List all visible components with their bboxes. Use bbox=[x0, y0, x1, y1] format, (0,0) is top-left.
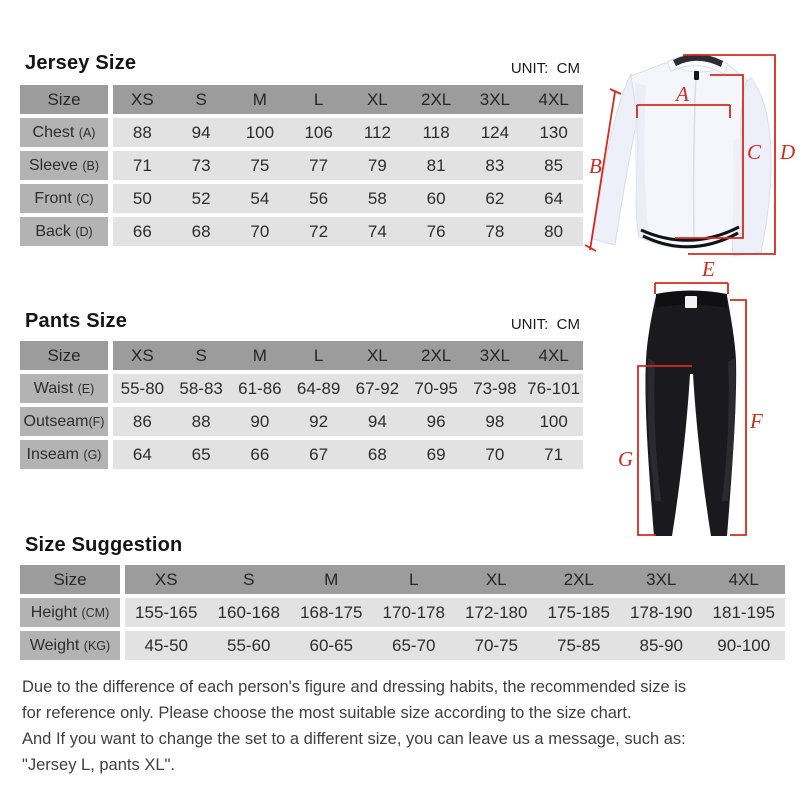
measure-label-d: D bbox=[780, 140, 796, 164]
row-label-cell: Weight (KG) bbox=[20, 631, 120, 660]
value-cell: 70-95 bbox=[414, 378, 458, 398]
header-cell: 4XL bbox=[538, 345, 569, 365]
value-cell: 76-101 bbox=[527, 378, 581, 398]
row-cells bbox=[113, 374, 583, 403]
row-label-cell: Waist (E) bbox=[20, 374, 108, 403]
header-cells bbox=[125, 565, 785, 594]
jersey-unit-label: UNIT: CM bbox=[510, 60, 580, 77]
value-cell: 67-92 bbox=[355, 378, 400, 398]
header-cell: S bbox=[195, 89, 207, 109]
value-cell: 64 bbox=[132, 444, 152, 464]
value-cell: 100 bbox=[539, 411, 568, 431]
jersey-size-table bbox=[20, 85, 583, 250]
value-cell: 76 bbox=[426, 221, 446, 241]
pants-illustration bbox=[645, 291, 736, 537]
value-cell: 68 bbox=[367, 444, 387, 464]
value-cell: 90 bbox=[250, 411, 270, 431]
pants-measurement-diagram bbox=[590, 256, 800, 548]
table-row bbox=[20, 407, 583, 436]
row-cells bbox=[113, 151, 583, 180]
value-cell: 70 bbox=[250, 221, 270, 241]
header-cell: M bbox=[252, 345, 267, 365]
pants-size-table bbox=[20, 341, 583, 473]
value-cell: 75 bbox=[250, 155, 270, 175]
value-cell: 181-195 bbox=[712, 602, 775, 622]
value-cell: 60 bbox=[426, 188, 446, 208]
value-cell: 88 bbox=[191, 411, 211, 431]
table-row bbox=[20, 184, 583, 213]
value-cell: 178-190 bbox=[630, 602, 693, 622]
value-cell: 94 bbox=[191, 122, 211, 142]
row-cells bbox=[125, 631, 785, 660]
value-cell: 85 bbox=[544, 155, 564, 175]
value-cell: 69 bbox=[426, 444, 446, 464]
header-cell: 2XL bbox=[421, 345, 452, 365]
header-cell: 3XL bbox=[479, 345, 510, 365]
row-cells bbox=[113, 184, 583, 213]
value-cell: 175-185 bbox=[547, 602, 610, 622]
header-cell: XS bbox=[154, 569, 178, 589]
size-suggestion-title: Size Suggestion bbox=[25, 534, 183, 556]
header-cell: 2XL bbox=[563, 569, 594, 589]
header-cell: M bbox=[324, 569, 339, 589]
value-cell: 72 bbox=[309, 221, 329, 241]
header-cell: 3XL bbox=[646, 569, 677, 589]
row-label-cell: Sleeve (B) bbox=[20, 151, 108, 180]
value-cell: 98 bbox=[485, 411, 505, 431]
table-header-row bbox=[20, 341, 583, 370]
value-cell: 80 bbox=[544, 221, 564, 241]
value-cell: 94 bbox=[367, 411, 387, 431]
header-size-cell: Size bbox=[20, 341, 108, 370]
row-cells bbox=[113, 217, 583, 246]
header-cell: L bbox=[409, 569, 419, 589]
header-cell: S bbox=[243, 569, 255, 589]
value-cell: 83 bbox=[485, 155, 505, 175]
header-size-cell: Size bbox=[20, 565, 120, 594]
value-cell: 58 bbox=[367, 188, 387, 208]
value-cell: 168-175 bbox=[300, 602, 363, 622]
value-cell: 118 bbox=[422, 122, 450, 142]
jersey-body bbox=[631, 62, 747, 248]
header-cell: XL bbox=[366, 89, 388, 109]
size-suggestion-table bbox=[20, 565, 785, 664]
row-cells bbox=[113, 407, 583, 436]
header-cell: L bbox=[313, 345, 324, 365]
header-cell: S bbox=[195, 345, 207, 365]
value-cell: 96 bbox=[426, 411, 446, 431]
table-header-row bbox=[20, 565, 785, 594]
value-cell: 56 bbox=[309, 188, 329, 208]
value-cell: 66 bbox=[132, 221, 152, 241]
header-cell: 3XL bbox=[479, 89, 510, 109]
value-cell: 170-178 bbox=[382, 602, 445, 622]
value-cell: 50 bbox=[132, 188, 152, 208]
header-size-cell: Size bbox=[20, 85, 108, 114]
value-cell: 81 bbox=[426, 155, 446, 175]
value-cell: 68 bbox=[191, 221, 211, 241]
value-cell: 79 bbox=[367, 155, 387, 175]
header-cell: L bbox=[313, 89, 324, 109]
header-cells bbox=[113, 341, 583, 370]
disclaimer-line: for reference only. Please choose the most suitable size according to the size chart. bbox=[22, 704, 632, 722]
row-label-cell: Front (C) bbox=[20, 184, 108, 213]
row-label-cell: Height (CM) bbox=[20, 598, 120, 627]
value-cell: 73 bbox=[191, 155, 211, 175]
disclaimer-line: And If you want to change the set to a different size, you can leave us a message, such as: bbox=[22, 730, 686, 748]
header-cell: 4XL bbox=[538, 89, 569, 109]
header-cell: 4XL bbox=[728, 569, 759, 589]
value-cell: 65-70 bbox=[392, 635, 436, 655]
measure-label-e: E bbox=[702, 257, 715, 281]
value-cell: 155-165 bbox=[135, 602, 198, 622]
header-cell: XL bbox=[485, 569, 507, 589]
header-cell: M bbox=[252, 89, 267, 109]
value-cell: 55-80 bbox=[120, 378, 165, 398]
measure-label-b: B bbox=[589, 154, 602, 178]
value-cell: 106 bbox=[304, 122, 333, 142]
measure-label-g: G bbox=[618, 447, 634, 471]
value-cell: 52 bbox=[191, 188, 211, 208]
measure-label-c: C bbox=[747, 140, 762, 164]
value-cell: 58-83 bbox=[179, 378, 223, 398]
value-cell: 74 bbox=[367, 221, 387, 241]
value-cell: 66 bbox=[250, 444, 270, 464]
value-cell: 124 bbox=[480, 122, 510, 142]
value-cell: 62 bbox=[485, 188, 505, 208]
row-cells bbox=[113, 440, 583, 469]
value-cell: 64 bbox=[544, 188, 564, 208]
table-row bbox=[20, 440, 583, 469]
value-cell: 60-65 bbox=[309, 635, 353, 655]
row-cells bbox=[125, 598, 785, 627]
value-cell: 85-90 bbox=[639, 635, 683, 655]
value-cell: 100 bbox=[245, 122, 275, 142]
header-cell: XL bbox=[366, 345, 388, 365]
value-cell: 75-85 bbox=[557, 635, 601, 655]
value-cell: 90-100 bbox=[717, 635, 771, 655]
value-cell: 70 bbox=[485, 444, 505, 464]
header-cells bbox=[113, 85, 583, 114]
value-cell: 61-86 bbox=[238, 378, 282, 398]
row-label-cell: Inseam (G) bbox=[20, 440, 108, 469]
row-label-cell: Outseam(F) bbox=[20, 407, 108, 436]
value-cell: 54 bbox=[250, 188, 270, 208]
measure-label-a: A bbox=[676, 82, 689, 106]
pants-unit-label: UNIT: CM bbox=[510, 316, 580, 333]
row-label-cell: Chest (A) bbox=[20, 118, 108, 147]
value-cell: 70-75 bbox=[474, 635, 518, 655]
value-cell: 65 bbox=[191, 444, 211, 464]
table-row bbox=[20, 374, 583, 403]
value-cell: 112 bbox=[363, 122, 391, 142]
table-row bbox=[20, 217, 583, 246]
value-cell: 64-89 bbox=[296, 378, 341, 398]
value-cell: 88 bbox=[132, 122, 152, 142]
jersey-size-title: Jersey Size bbox=[25, 52, 137, 74]
value-cell: 172-180 bbox=[465, 602, 528, 622]
table-row bbox=[20, 598, 785, 627]
value-cell: 92 bbox=[309, 411, 329, 431]
value-cell: 55-60 bbox=[227, 635, 271, 655]
value-cell: 130 bbox=[539, 122, 568, 142]
row-cells bbox=[113, 118, 583, 147]
disclaimer-line: Due to the difference of each person's figure and dressing habits, the recommended size is bbox=[22, 678, 687, 696]
pants-waist-tag bbox=[685, 296, 697, 308]
jersey-zipper-pull bbox=[694, 71, 699, 80]
jersey-measurement-diagram bbox=[575, 40, 800, 262]
size-disclaimer bbox=[22, 674, 786, 778]
measure-label-f: F bbox=[750, 409, 763, 433]
table-row bbox=[20, 151, 583, 180]
value-cell: 78 bbox=[485, 221, 505, 241]
value-cell: 86 bbox=[132, 411, 152, 431]
value-cell: 71 bbox=[544, 444, 564, 464]
value-cell: 45-50 bbox=[144, 635, 188, 655]
table-row bbox=[20, 118, 583, 147]
value-cell: 71 bbox=[132, 155, 152, 175]
header-cell: XS bbox=[131, 345, 154, 365]
row-label-cell: Back (D) bbox=[20, 217, 108, 246]
pants-size-title: Pants Size bbox=[25, 310, 128, 332]
value-cell: 77 bbox=[309, 155, 329, 175]
header-cell: XS bbox=[131, 89, 154, 109]
value-cell: 73-98 bbox=[473, 378, 517, 398]
table-header-row bbox=[20, 85, 583, 114]
header-cell: 2XL bbox=[421, 89, 452, 109]
table-row bbox=[20, 631, 785, 660]
value-cell: 67 bbox=[309, 444, 329, 464]
value-cell: 160-168 bbox=[217, 602, 280, 622]
disclaimer-line: "Jersey L, pants XL". bbox=[22, 756, 175, 774]
